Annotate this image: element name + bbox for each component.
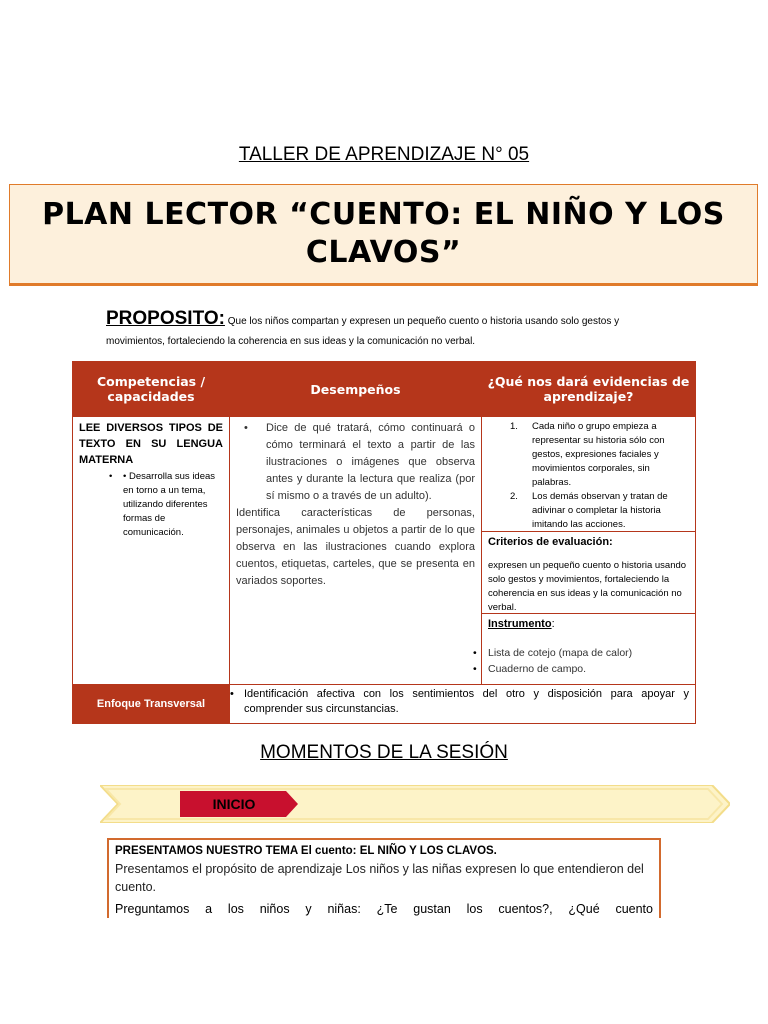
table-row: [73, 417, 696, 685]
list-item: [473, 645, 689, 661]
bullet-icon: •: [244, 422, 248, 434]
enfoque-cell: [230, 685, 696, 724]
evidencia-text: Los demás observan y tratan de adivinar o completar la historia imitando las acciones.: [532, 491, 668, 530]
desempenos-cell: [230, 417, 482, 685]
list-item: [488, 420, 689, 490]
evidencia-text: Cada niño o grupo empieza a representar su historia sólo con gestos, expresiones faciales y movimientos corporales, sin palabras.: [532, 421, 665, 488]
evidencias-list: [488, 420, 689, 532]
instrumento-item: Lista de cotejo (mapa de calor): [488, 647, 633, 659]
item-number: 2.: [510, 491, 518, 502]
desempeno-paragraph: Identifica características de personas, personajes, animales u objetos a partir de lo que observa en las ilustraciones cuando explora cuentos, etiquetas, carteles, que se presenta en variados soportes.: [236, 507, 475, 587]
list-item: [79, 470, 223, 540]
enfoque-row: [73, 685, 696, 724]
header-desempenos: Desempeños: [230, 362, 482, 417]
instrumento-heading: [488, 617, 689, 631]
bullet-icon: •: [473, 663, 477, 675]
list-item: [488, 490, 689, 532]
list-item: [473, 661, 689, 677]
workshop-title: TALLER DE APRENDIZAJE N° 05: [238, 144, 530, 165]
criterios-text: expresen un pequeño cuento o historia usando solo gestos y movimientos, fortaleciendo la coherencia en sus ideas y la comunicación no verbal.: [488, 560, 687, 613]
criterios-box: [482, 532, 695, 614]
tema-box: [107, 838, 661, 918]
planning-table: [72, 361, 696, 724]
bullet-icon: •: [473, 647, 477, 659]
evidencias-cell: [473, 417, 696, 685]
bullet-icon: •: [230, 688, 234, 700]
header-competencias: Competencias / capacidades: [73, 362, 230, 417]
bullet-icon: •: [109, 471, 113, 482]
criterios-title: Criterios de evaluación:: [488, 536, 613, 548]
desempeno-bullet-text: Dice de qué tratará, cómo continuará o cómo terminará el texto a partir de las ilustraciones o imágenes que observa antes y durante la lectura que realiza (por sí mismo o a través de un adulto).: [266, 422, 475, 502]
competencia-cell: [73, 417, 230, 685]
enfoque-text: Identificación afectiva con los sentimientos del otro y disposición para apoyar y comprender sus circunstancias.: [244, 688, 689, 715]
instrumento-title: Instrumento: [488, 618, 552, 630]
inicio-label: INICIO: [212, 796, 256, 812]
enfoque-label: Enfoque Transversal: [73, 685, 230, 724]
proposito-label: PROPOSITO:: [106, 308, 225, 329]
capacidad-list: [79, 470, 223, 540]
plan-title-box: [9, 184, 758, 284]
tema-title: PRESENTAMOS NUESTRO TEMA El cuento: EL NIÑO Y LOS CLAVOS.: [115, 845, 497, 857]
momentos-title: MOMENTOS DE LA SESIÓN: [260, 742, 508, 763]
table-header-row: [73, 362, 696, 417]
proposito-text: Que los niños compartan y expresen un pequeño cuento o historia usando solo gestos y movimientos, fortaleciendo la coherencia en sus ideas y la comunicación no verbal.: [106, 316, 620, 347]
item-number: 1.: [510, 421, 518, 432]
tema-question: Preguntamos a los niños y niñas: ¿Te gustan los cuentos?, ¿Qué cuento: [115, 902, 653, 916]
capacidad-text: • Desarrolla sus ideas en torno a un tema, utilizando diferentes formas de comunicación.: [123, 471, 216, 538]
plan-title: PLAN LECTOR “CUENTO: EL NIÑO Y LOS CLAVOS”: [42, 197, 725, 270]
evidencias-box: [482, 417, 695, 532]
proposito-section: [106, 309, 666, 352]
instrumento-list: [473, 645, 689, 677]
instrumento-item: Cuaderno de campo.: [488, 663, 587, 675]
tema-line: Presentamos el propósito de aprendizaje Los niños y las niñas expresen lo que entendieron del cuento.: [115, 862, 644, 894]
desempeno-bullet: [236, 420, 475, 505]
competencia-title: LEE DIVERSOS TIPOS DE TEXTO EN SU LENGUA MATERNA: [79, 422, 223, 466]
instrumento-box: [473, 614, 695, 684]
instrumento-colon: :: [551, 618, 555, 630]
header-evidencias: ¿Qué nos dará evidencias de aprendizaje?: [482, 362, 696, 417]
